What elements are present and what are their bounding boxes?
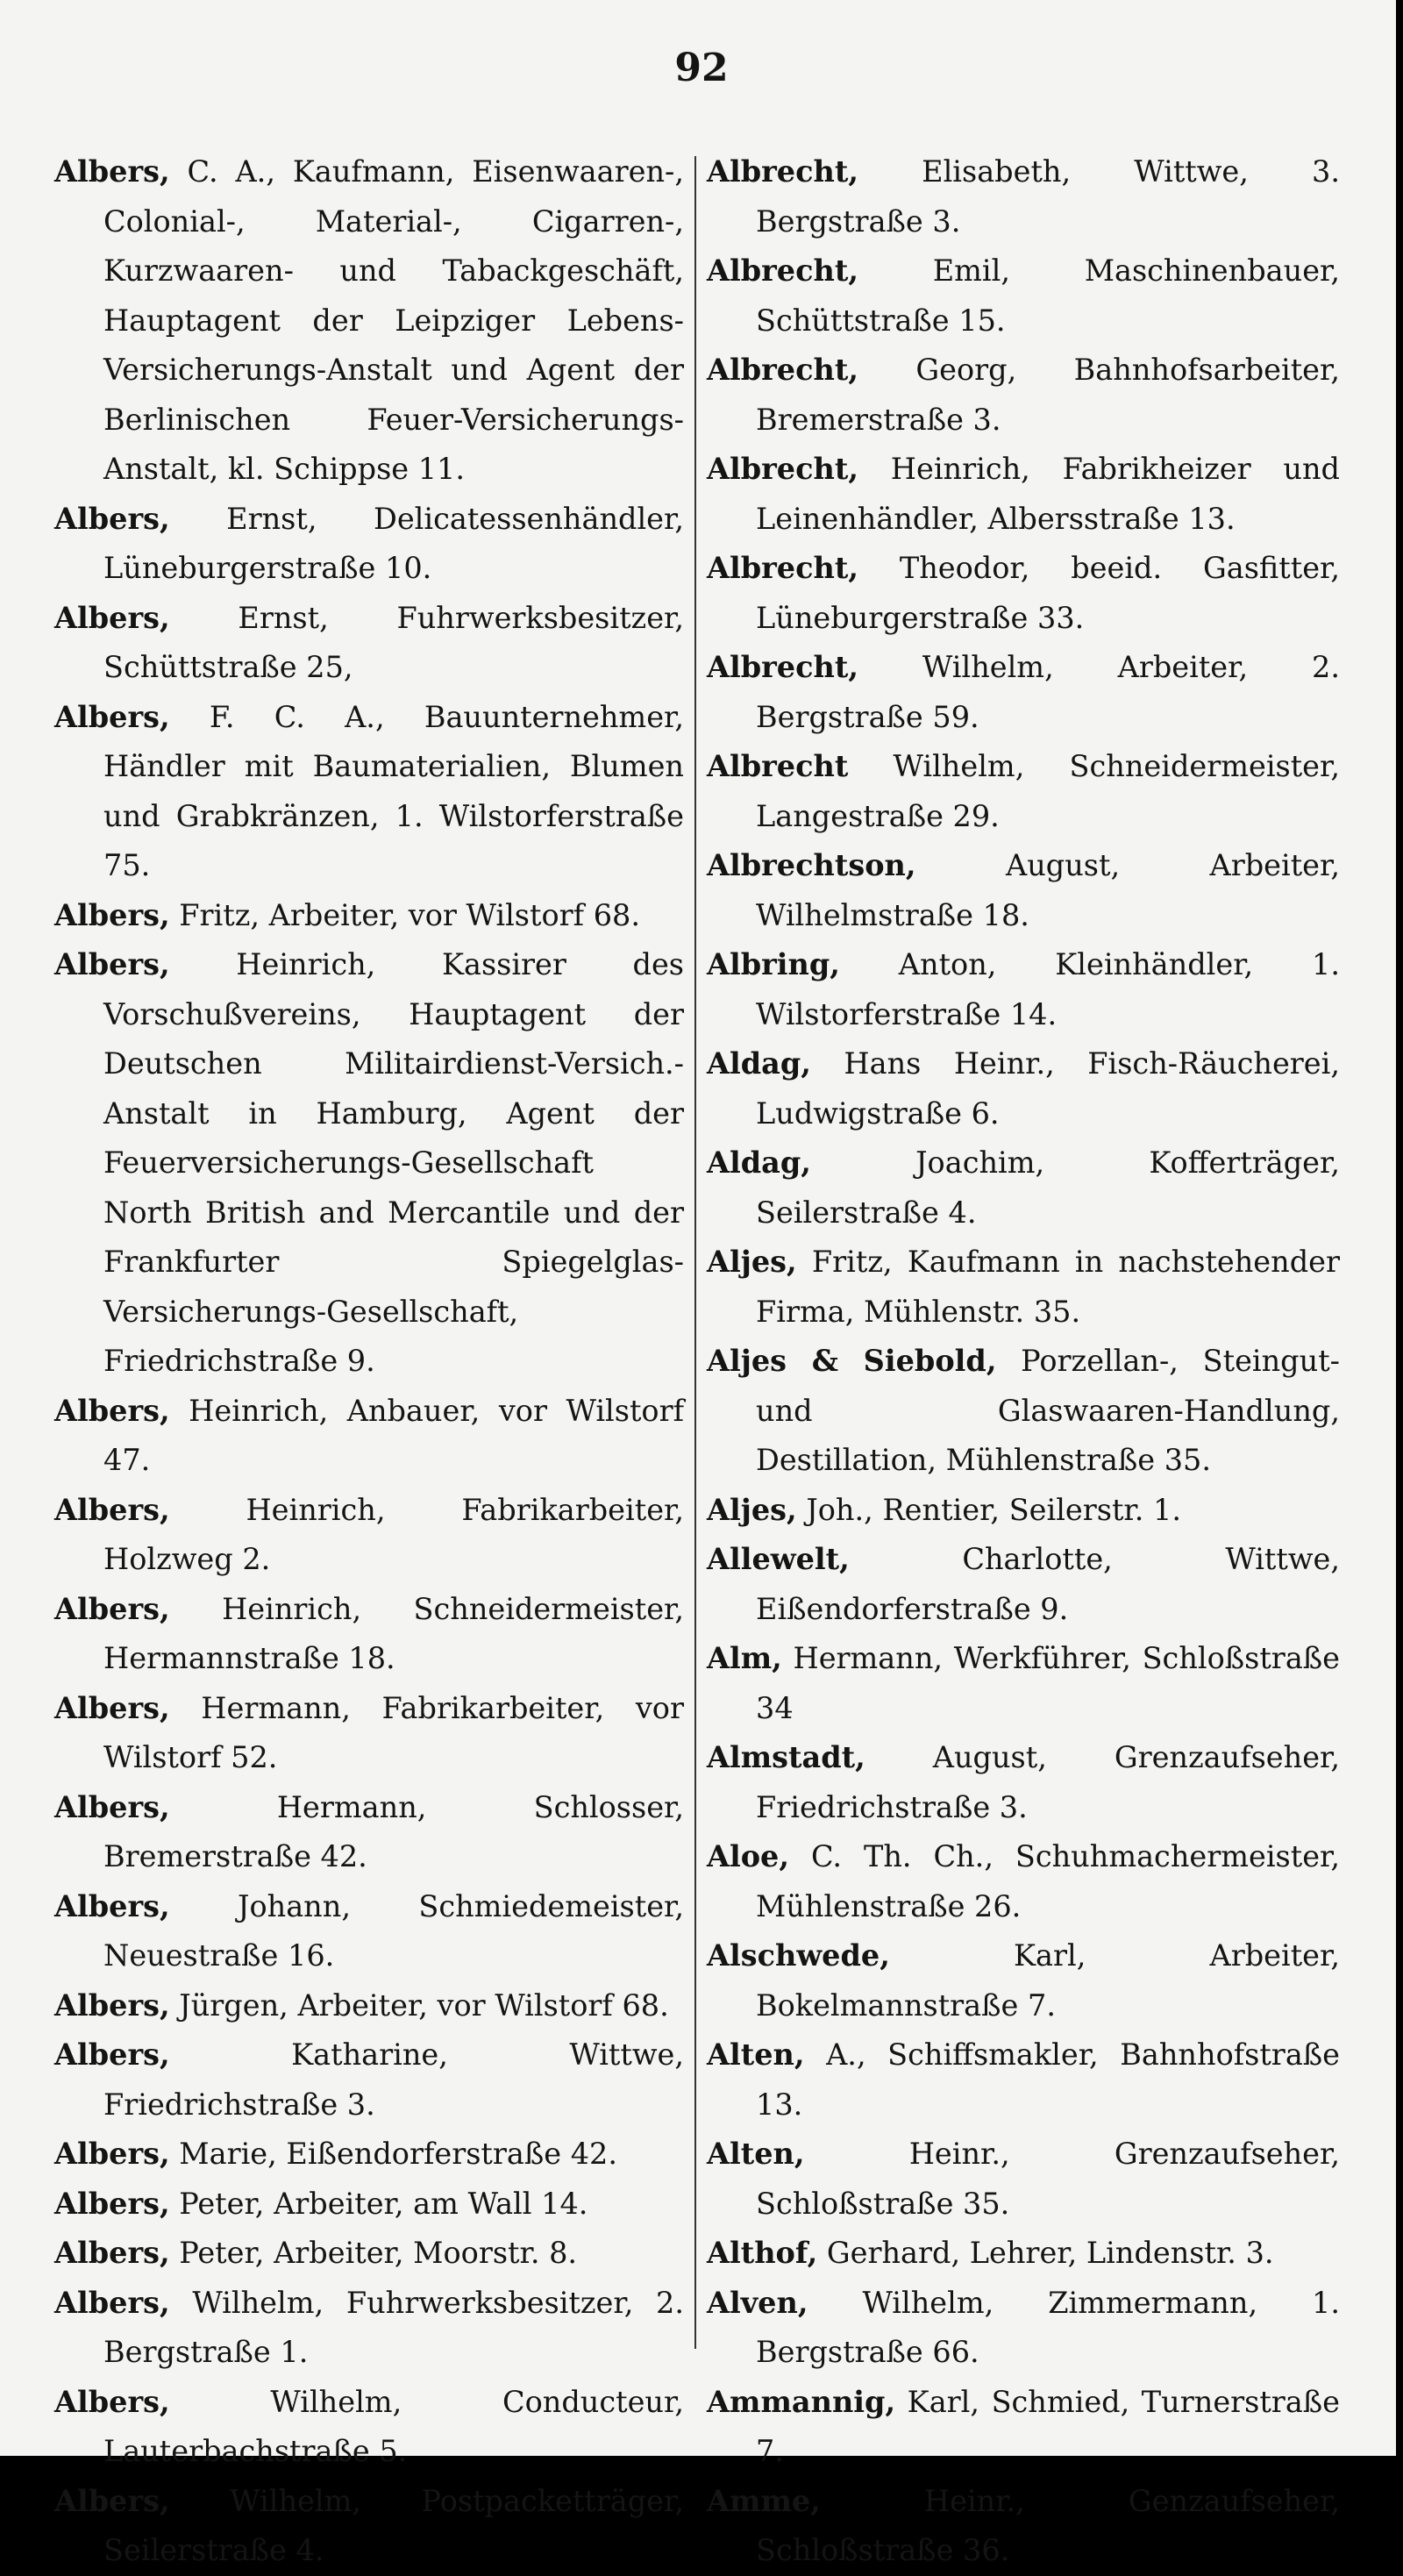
left-column [54,147,684,2576]
directory-entry [707,1931,1340,2030]
entry-name: Albrecht, [707,353,858,387]
entry-name: Alten, [707,2137,805,2171]
directory-entry [707,1238,1340,1337]
directory-entry [707,742,1340,841]
entry-name: Aljes, [707,1245,797,1279]
entry-details: Katharine, Wittwe, Friedrichstraße 3. [103,2037,684,2122]
entry-name: Albers, [54,1591,170,1626]
entry-details: Joh., Rentier, Seilerstr. 1. [796,1492,1182,1527]
directory-entry [54,2378,684,2477]
directory-entry [707,1138,1340,1238]
directory-entry [54,2030,684,2130]
entry-details: Hermann, Fabrikarbeiter, vor Wilstorf 52. [103,1690,684,1774]
directory-entry [707,445,1340,544]
entry-details: Heinrich, Fabrikarbeiter, Holzweg 2. [103,1492,684,1576]
entry-name: Albers, [54,1789,170,1824]
directory-entry [707,1039,1340,1138]
directory-entry [707,1337,1340,1486]
entry-details: Hermann, Werkführer, Schloßstraße 34 [756,1641,1340,1725]
entry-details: Anton, Kleinhändler, 1. Wilstorferstraße 14. [756,947,1340,1031]
directory-entry [707,2229,1340,2279]
entry-name: Albrecht, [707,650,858,684]
entry-details: Fritz, Kaufmann in nachstehender Firma, Mühlenstr. 35. [756,1245,1340,1329]
directory-entry [707,2130,1340,2229]
entry-name: Albers, [54,1888,170,1923]
entry-name: Alven, [707,2285,808,2320]
entry-details: Ernst, Fuhrwerksbesitzer, Schüttstraße 25, [103,600,684,684]
entry-details: Charlotte, Wittwe, Eißendorferstraße 9. [756,1542,1340,1626]
entry-details: August, Grenzaufseher, Friedrichstraße 3. [756,1740,1340,1824]
entry-name: Aldag, [707,1046,811,1081]
directory-entry [707,1733,1340,1832]
entry-name: Ammannig, [707,2384,896,2419]
entry-details: C. Th. Ch., Schuhmachermeister, Mühlenstraße 26. [756,1839,1340,1923]
directory-entry [54,1387,684,1486]
entry-name: Alm, [707,1641,782,1675]
entry-details: A., Schiffsmakler, Bahnhofstraße 13. [756,2037,1340,2122]
entry-details: Heinrich, Anbauer, vor Wilstorf 47. [103,1393,684,1477]
directory-entry [54,1981,684,2031]
entry-name: Albers, [54,699,170,734]
entry-name: Amme, [707,2483,821,2518]
directory-entry [54,147,684,495]
entry-name: Albrecht, [707,551,858,585]
directory-entry [707,2030,1340,2130]
entry-name: Aloe, [707,1839,790,1873]
directory-entry [54,1882,684,1981]
directory-entry [707,2477,1340,2576]
entry-name: Albers, [54,1987,170,2023]
directory-entry [54,2279,684,2378]
entry-name: Albers, [54,2236,170,2270]
entry-details: Fritz, Arbeiter, vor Wilstorf 68. [169,897,640,932]
directory-entry [707,147,1340,246]
entry-details: Jürgen, Arbeiter, vor Wilstorf 68. [169,1987,669,2023]
entry-details: Heinrich, Fabrikheizer und Leinenhändler, Albersstraße 13. [756,452,1340,536]
entry-details: Hans Heinr., Fisch-Räucherei, Ludwigstraße 6. [756,1046,1340,1131]
entry-details: Porzellan-, Steingut- und Glaswaaren-Handlung, Destillation, Mühlenstraße 35. [756,1344,1340,1477]
directory-entry [54,594,684,693]
directory-entry [707,346,1340,445]
entry-name: Albers, [54,154,170,189]
entry-name: Albring, [707,947,840,981]
entry-details: Wilhelm, Schneidermeister, Langestraße 29. [756,749,1340,833]
entry-name: Albers, [54,1393,170,1428]
entry-details: Wilhelm, Conducteur, Lauterbachstraße 5. [103,2384,684,2468]
entry-name: Albers, [54,897,170,932]
right-column [707,147,1340,2576]
entry-details: Wilhelm, Arbeiter, 2. Bergstraße 59. [756,650,1340,734]
entry-name: Albrecht, [707,452,858,486]
entry-details: Heinr., Genzaufseher, Schloßstraße 36. [756,2483,1340,2567]
entry-name: Aljes & Siebold, [707,1344,997,1378]
entry-details: Wilhelm, Zimmermann, 1. Bergstraße 66. [756,2285,1340,2369]
entry-details: Theodor, beeid. Gasfitter, Lüneburgerstraße 33. [756,551,1340,635]
entry-name: Albers, [54,2137,170,2171]
directory-entry [707,2279,1340,2378]
entry-details: Gerhard, Lehrer, Lindenstr. 3. [817,2236,1274,2270]
page-number: 92 [674,46,729,90]
directory-entry [707,2378,1340,2477]
entry-details: Hermann, Schlosser, Bremerstraße 42. [103,1789,684,1873]
entry-name: Alschwede, [707,1938,890,1973]
entry-details: C. A., Kaufmann, Eisenwaaren-, Colonial-, Material-, Cigarren-, Kurzwaaren- und Tabackgeschäft, Hauptagent der Leipziger Lebens-Versicherungs-Anstalt und Agent der Berlinischen Feuer-Versicherungs-Anstalt, kl. Schippse 11. [103,154,684,486]
entry-details: F. C. A., Bauunternehmer, Händler mit Baumaterialien, Blumen und Grabkränzen, 1. Wilstorferstraße 75. [103,699,684,882]
directory-entry [54,1684,684,1783]
entry-details: Heinrich, Schneidermeister, Hermannstraße 18. [103,1591,684,1675]
entry-name: Aldag, [707,1145,811,1180]
entry-name: Alten, [707,2037,805,2072]
entry-details: Peter, Arbeiter, Moorstr. 8. [169,2236,578,2270]
entry-details: Wilhelm, Postpacketträger, Seilerstraße 4. [103,2483,684,2567]
directory-entry [54,693,684,891]
directory-entry [54,891,684,941]
entry-name: Albers, [54,2285,170,2320]
entry-details: Marie, Eißendorferstraße 42. [169,2137,617,2171]
entry-name: Albers, [54,501,170,536]
directory-entry [707,940,1340,1039]
entry-name: Albers, [54,1690,170,1725]
directory-entry [54,1486,684,1585]
directory-entry [54,1585,684,1684]
entry-name: Albers, [54,1492,170,1527]
entry-name: Albers, [54,2483,170,2518]
directory-entry [54,940,684,1387]
entry-name: Althof, [707,2236,818,2270]
entry-details: Johann, Schmiedemeister, Neuestraße 16. [103,1888,684,1973]
entry-details: August, Arbeiter, Wilhelmstraße 18. [756,848,1340,932]
entry-name: Albrecht, [707,253,858,288]
directory-entry [54,2229,684,2279]
entry-name: Albrechtson, [707,848,916,882]
entry-details: Joachim, Kofferträger, Seilerstraße 4. [756,1145,1340,1230]
directory-entry [707,1634,1340,1733]
entry-details: Elisabeth, Wittwe, 3. Bergstraße 3. [756,154,1340,239]
entry-name: Albrecht [707,749,849,783]
entry-name: Albers, [54,947,170,981]
entry-details: Karl, Schmied, Turnerstraße 7. [756,2384,1340,2468]
directory-entry [54,2477,684,2576]
directory-entry [54,2130,684,2180]
directory-entry [707,1832,1340,1931]
directory-entry [54,2180,684,2230]
entry-name: Albrecht, [707,154,858,189]
entry-details: Georg, Bahnhofsarbeiter, Bremerstraße 3. [756,353,1340,437]
entry-name: Albers, [54,2384,170,2419]
entry-name: Albers, [54,600,170,635]
entry-details: Wilhelm, Fuhrwerksbesitzer, 2. Bergstraße 1. [103,2285,684,2369]
directory-entry [707,544,1340,643]
directory-entry [707,1535,1340,1634]
entry-details: Heinr., Grenzaufseher, Schloßstraße 35. [756,2137,1340,2221]
entry-name: Albers, [54,2186,170,2221]
entry-details: Peter, Arbeiter, am Wall 14. [169,2186,588,2221]
directory-entry [707,841,1340,940]
directory-entry [707,1486,1340,1536]
entry-name: Aljes, [707,1492,797,1527]
directory-entry [707,246,1340,346]
directory-entry [54,495,684,594]
entry-name: Albers, [54,2037,170,2072]
column-divider [694,156,696,2349]
directory-entry [707,643,1340,742]
entry-name: Almstadt, [707,1740,865,1774]
entry-details: Heinrich, Kassirer des Vorschußvereins, Hauptagent der Deutschen Militairdienst-Versich.-Anstalt in Hamburg, Agent der Feuerversicherungs-Gesellschaft North British and Mercantile und der Frankfurter Spiegelglas-Versicherungs-Gesellschaft, Friedrichstraße 9. [103,947,684,1378]
entry-name: Allewelt, [707,1542,850,1576]
directory-entry [54,1783,684,1882]
entry-details: Emil, Maschinenbauer, Schüttstraße 15. [756,253,1340,338]
entry-details: Ernst, Delicatessenhändler, Lüneburgerstraße 10. [103,501,684,585]
entry-details: Karl, Arbeiter, Bokelmannstraße 7. [756,1938,1340,2023]
